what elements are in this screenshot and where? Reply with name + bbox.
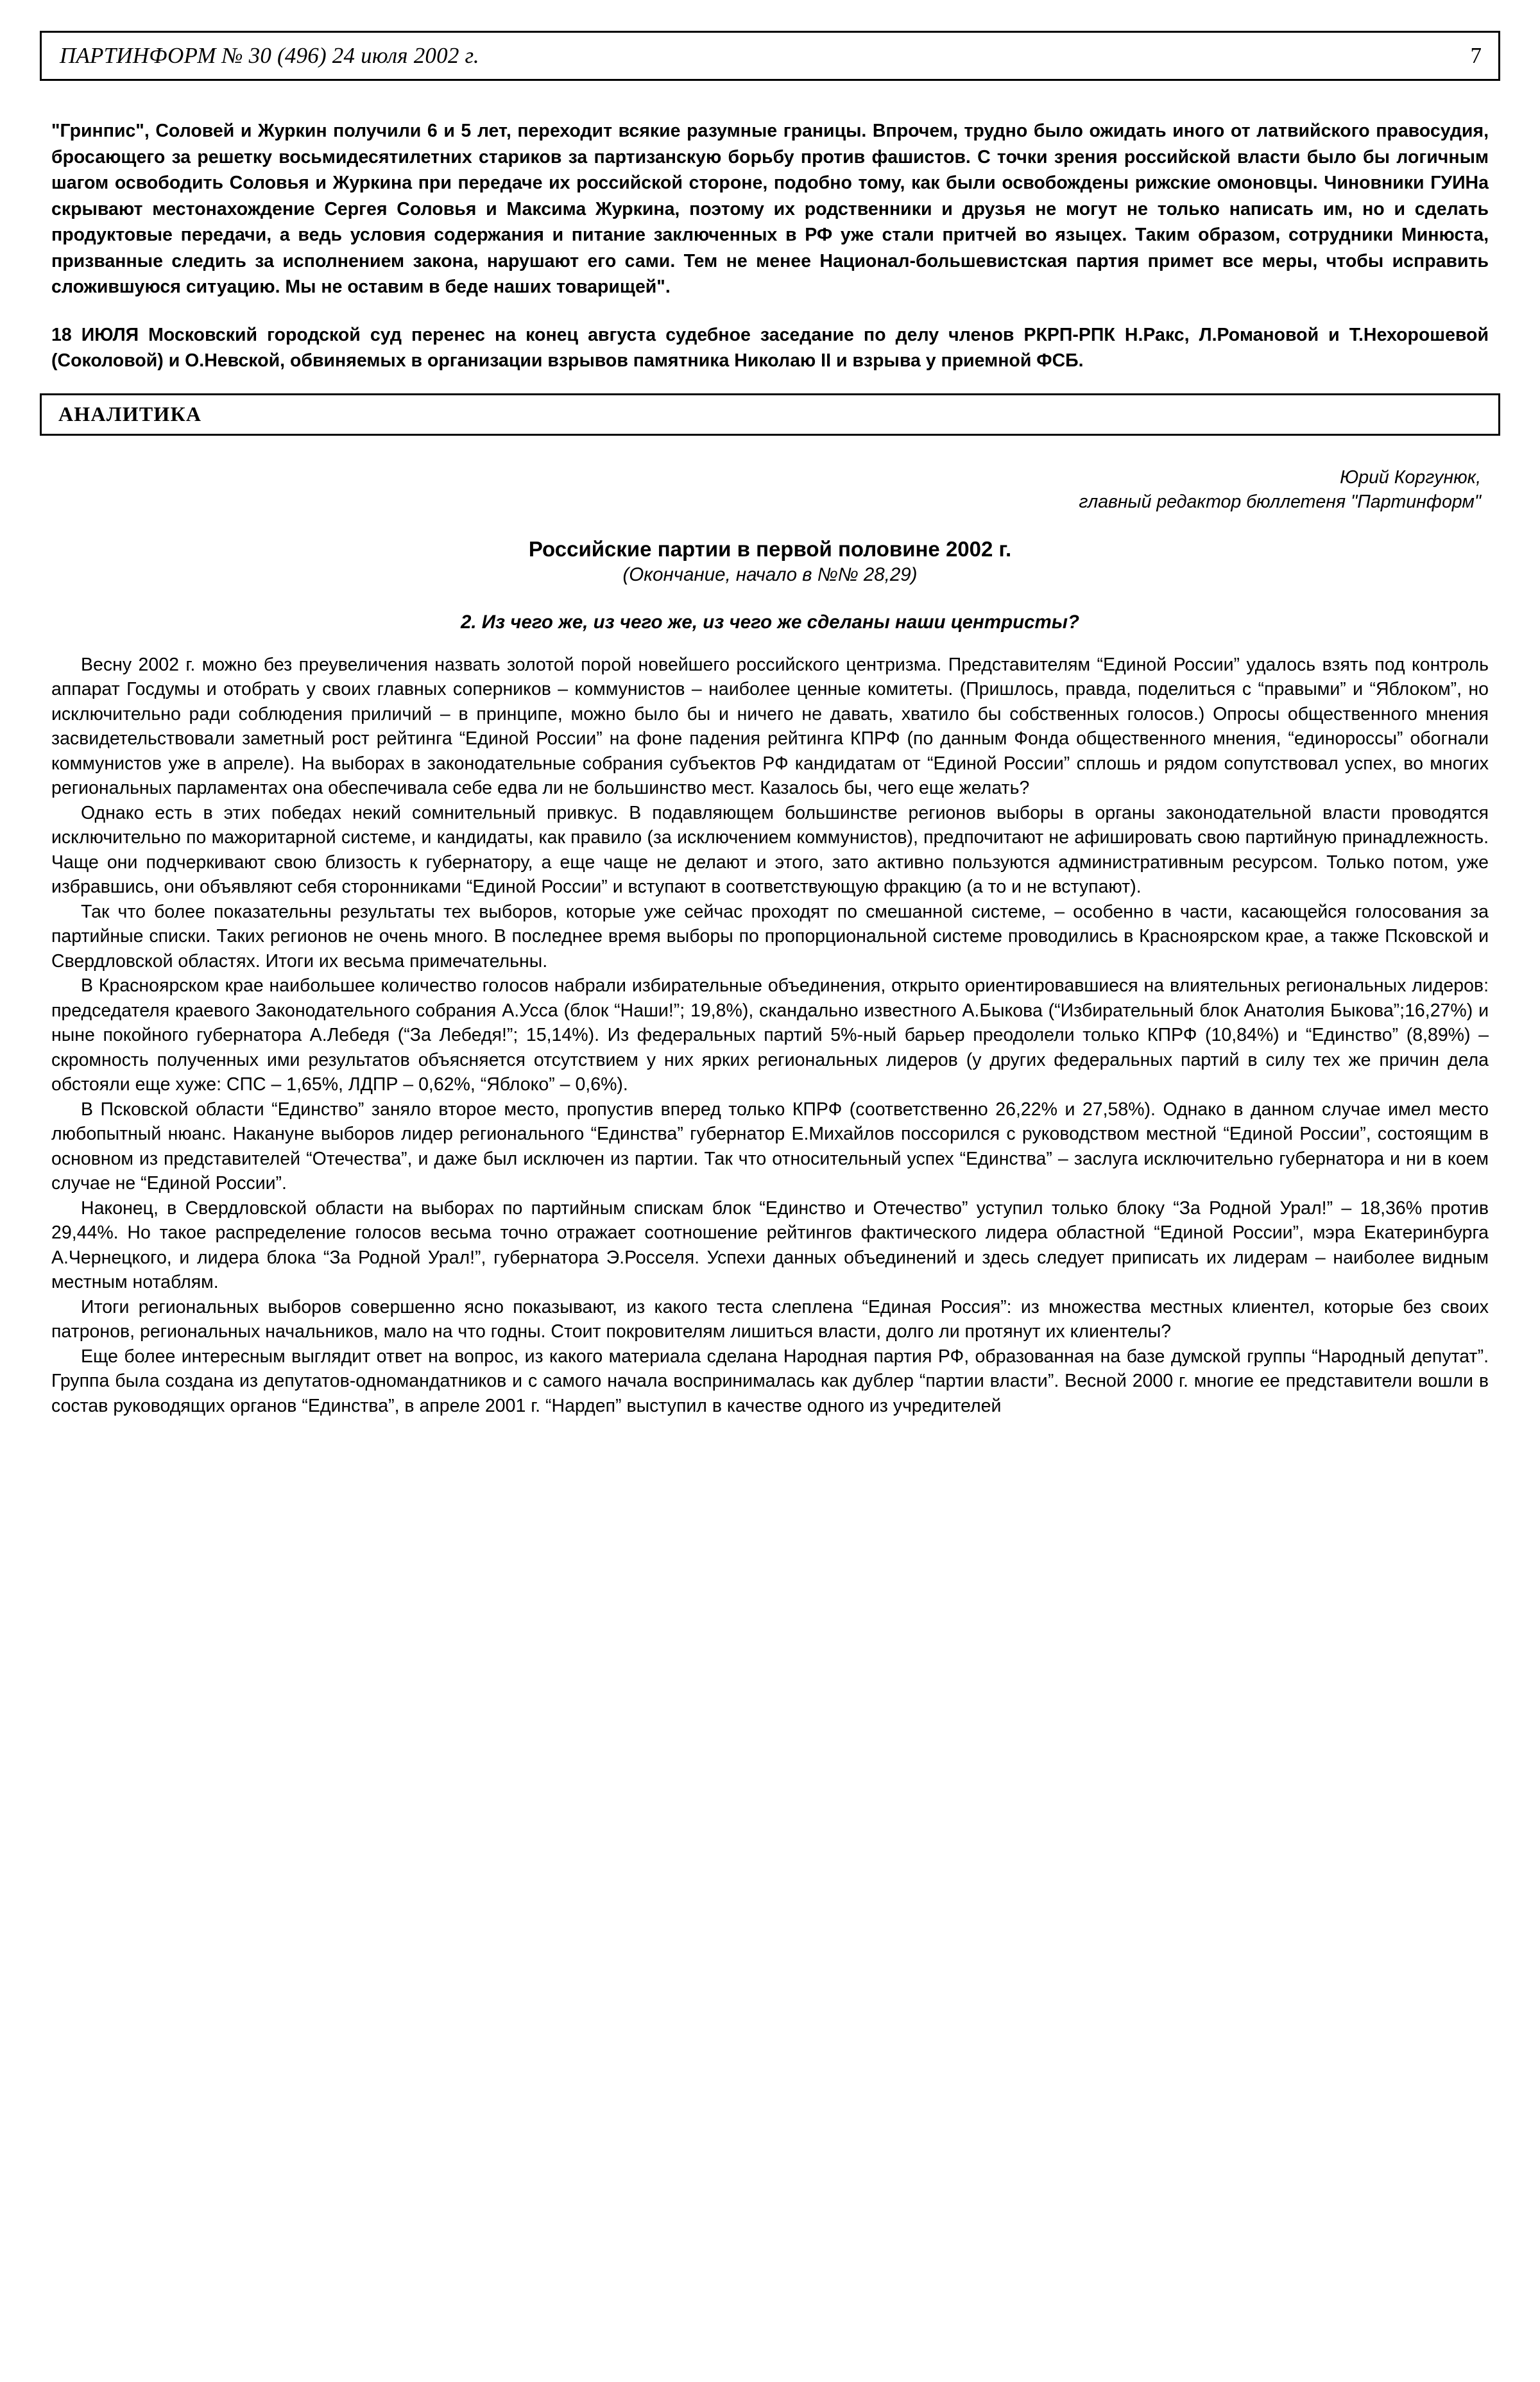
page-header	[40, 31, 1500, 81]
article-byline	[51, 465, 1489, 514]
news-block	[40, 118, 1500, 374]
article-paragraph: Так что более показательны результаты тех выборов, которые уже сейчас проходят по смешанной системе, – особенно в части, касающейся голосования за партийные списки. Таких регионов не очень много. В последнее время выборы по пропорциональной системе проводились в Красноярском крае, а также Псковской и Свердловской областях. Итоги их весьма примечательны.	[51, 901, 1489, 972]
section-band-label: АНАЛИТИКА	[58, 402, 202, 425]
article-paragraph: Весну 2002 г. можно без преувеличения назвать золотой порой новейшего российского центризма. Представителям “Единой России” удалось взять под контроль аппарат Госдумы и отобрать у своих главных соперников – коммунистов – наиболее ценные комитеты. (Пришлось, правда, поделиться с “правыми” и “Яблоком”, но исключительно ради соблюдения приличий – в принципе, можно было бы и ничего не давать, хватило бы собственных голосов.) Опросы общественного мнения засвидетельствовали заметный рост рейтинга “Единой России” на фоне падения рейтинга КПРФ (по данным Фонда общественного мнения, “единороссы” обогнали коммунистов уже в апреле). На выборах в законодательные собрания субъектов РФ кандидатам от “Единой России” сплошь и рядом сопутствовал успех, во многих региональных парламентах она обеспечивала себе едва ли не большинство мест. Казалось бы, чего еще желать?	[51, 654, 1489, 798]
page-number: 7	[1470, 43, 1482, 68]
article-paragraph: Наконец, в Свердловской области на выборах по партийным спискам блок “Единство и Отечество” уступил только блоку “За Родной Урал!” – 18,36% против 29,44%. Но такое распределение голосов весьма точно отражает соотношение рейтингов фактического лидера областной “Единой России”, мэра Екатеринбурга А.Чернецкого, и лидера блока “За Родной Урал!”, губернатора Э.Росселя. Успехи данных объединений и здесь следует приписать их лидерам – наиболее видным местным нотаблям.	[51, 1197, 1489, 1292]
publication-title: ПАРТИНФОРМ № 30 (496) 24 июля 2002 г.	[60, 43, 479, 68]
article-subtitle: (Окончание, начало в №№ 28,29)	[622, 563, 918, 585]
article-title: Российские партии в первой половине 2002 г.	[528, 536, 1012, 561]
author-name: Юрий Коргунюк,	[1340, 467, 1481, 488]
section-band-analytics	[40, 393, 1500, 436]
article-paragraph: Итоги региональных выборов совершенно ясно показывают, из какого теста слеплена “Единая Россия”: из множества местных клиентел, которые без своих патронов, региональных начальников, мало на что годны. Стоит покровителям лишиться власти, долго ли протянут их клиентелы?	[51, 1296, 1489, 1342]
article-paragraph: Еще более интересным выглядит ответ на вопрос, из какого материала сделана Народная партия РФ, образованная на базе думской группы “Народный депутат”. Группа была создана из депутатов-одномандатников и с самого начала воспринималась как дублер “партии власти”. Весной 2000 г. многие ее представители вошли в состав руководящих органов “Единства”, в апреле 2001 г. “Нардеп” выступил в качестве одного из учредителей	[51, 1346, 1489, 1416]
article-paragraph: В Красноярском крае наибольшее количество голосов набрали избирательные объединения, открыто ориентировавшиеся на влиятельных региональных лидеров: председателя краевого Законодательного собрания А.Усса (блок “Наши!”; 19,8%), скандально известного А.Быкова (“Избирательный блок Анатолия Быкова”;16,27%) и ныне покойного губернатора А.Лебедя (“За Лебедя!”; 15,14%). Из федеральных партий 5%-ный барьер преодолели только КПРФ (10,84%) и “Единство” (8,89%) – скромность полученных ими результатов объясняется отсутствием у них ярких региональных лидеров (у других федеральных партий в силу тех же причин дела обстояли еще хуже: СПС – 1,65%, ЛДПР – 0,62%, “Яблоко” – 0,6%).	[51, 975, 1489, 1095]
article-paragraph: В Псковской области “Единство” заняло второе место, пропустив вперед только КПРФ (соответственно 26,22% и 27,58%). Однако в данном случае имел место любопытный нюанс. Накануне выборов лидер регионального “Единства” губернатор Е.Михайлов поссорился с руководством местной “Единой России”, состоящим в основном из представителей “Отечества”, и даже был исключен из партии. Так что относительный успех “Единства” – заслуга исключительно губернатора и ни в коем случае не “Единой России”.	[51, 1099, 1489, 1194]
news-paragraph-2: 18 ИЮЛЯ Московский городской суд перенес на конец августа судебное заседание по делу членов РКРП-РПК Н.Ракс, Л.Романовой и Т.Нехорошевой (Соколовой) и О.Невской, обвиняемых в организации взрывов памятника Николаю II и взрыва у приемной ФСБ.	[51, 324, 1489, 371]
article-block	[40, 465, 1500, 1419]
news-paragraph-1: "Гринпис", Соловей и Журкин получили 6 и 5 лет, переходит всякие разумные границы. Впрочем, трудно было ожидать иного от латвийского правосудия, бросающего за решетку восьмидесятилетних стариков за партизанскую борьбу против фашистов. С точки зрения российской власти было бы логичным шагом освободить Соловья и Журкина при передаче их российской стороне, подобно тому, как были освобождены рижские омоновцы. Чиновники ГУИНа скрывают местонахождение Сергея Соловья и Максима Журкина, поэтому их родственники и друзья не могут не только написать им, но и сделать продуктовые передачи, а ведь условия содержания и питание заключенных в РФ уже стали притчей во языцех. Таким образом, сотрудники Минюста, призванные следить за исполнением закона, нарушают его сами. Тем не менее Национал-большевистская партия примет все меры, чтобы исправить сложившуюся ситуацию. Мы не оставим в беде наших товарищей".	[51, 121, 1489, 297]
article-section-heading: 2. Из чего же, из чего же, из чего же сделаны наши центристы?	[461, 611, 1079, 633]
author-role: главный редактор бюллетеня "Партинформ"	[1079, 491, 1481, 512]
article-paragraph: Однако есть в этих победах некий сомнительный привкус. В подавляющем большинстве регионов выборы в органы законодательной власти проводятся исключительно по мажоритарной системе, и кандидаты, как правило (за исключением коммунистов), предпочитают не афишировать свою партийную принадлежность. Чаще они подчеркивают свою близость к губернатору, а еще чаще не делают и этого, зато активно пользуются административным ресурсом. Только потом, уже избравшись, они объявляют себя сторонниками “Единой России” и вступают в соответствующую фракцию (а то и не вступают).	[51, 802, 1489, 897]
